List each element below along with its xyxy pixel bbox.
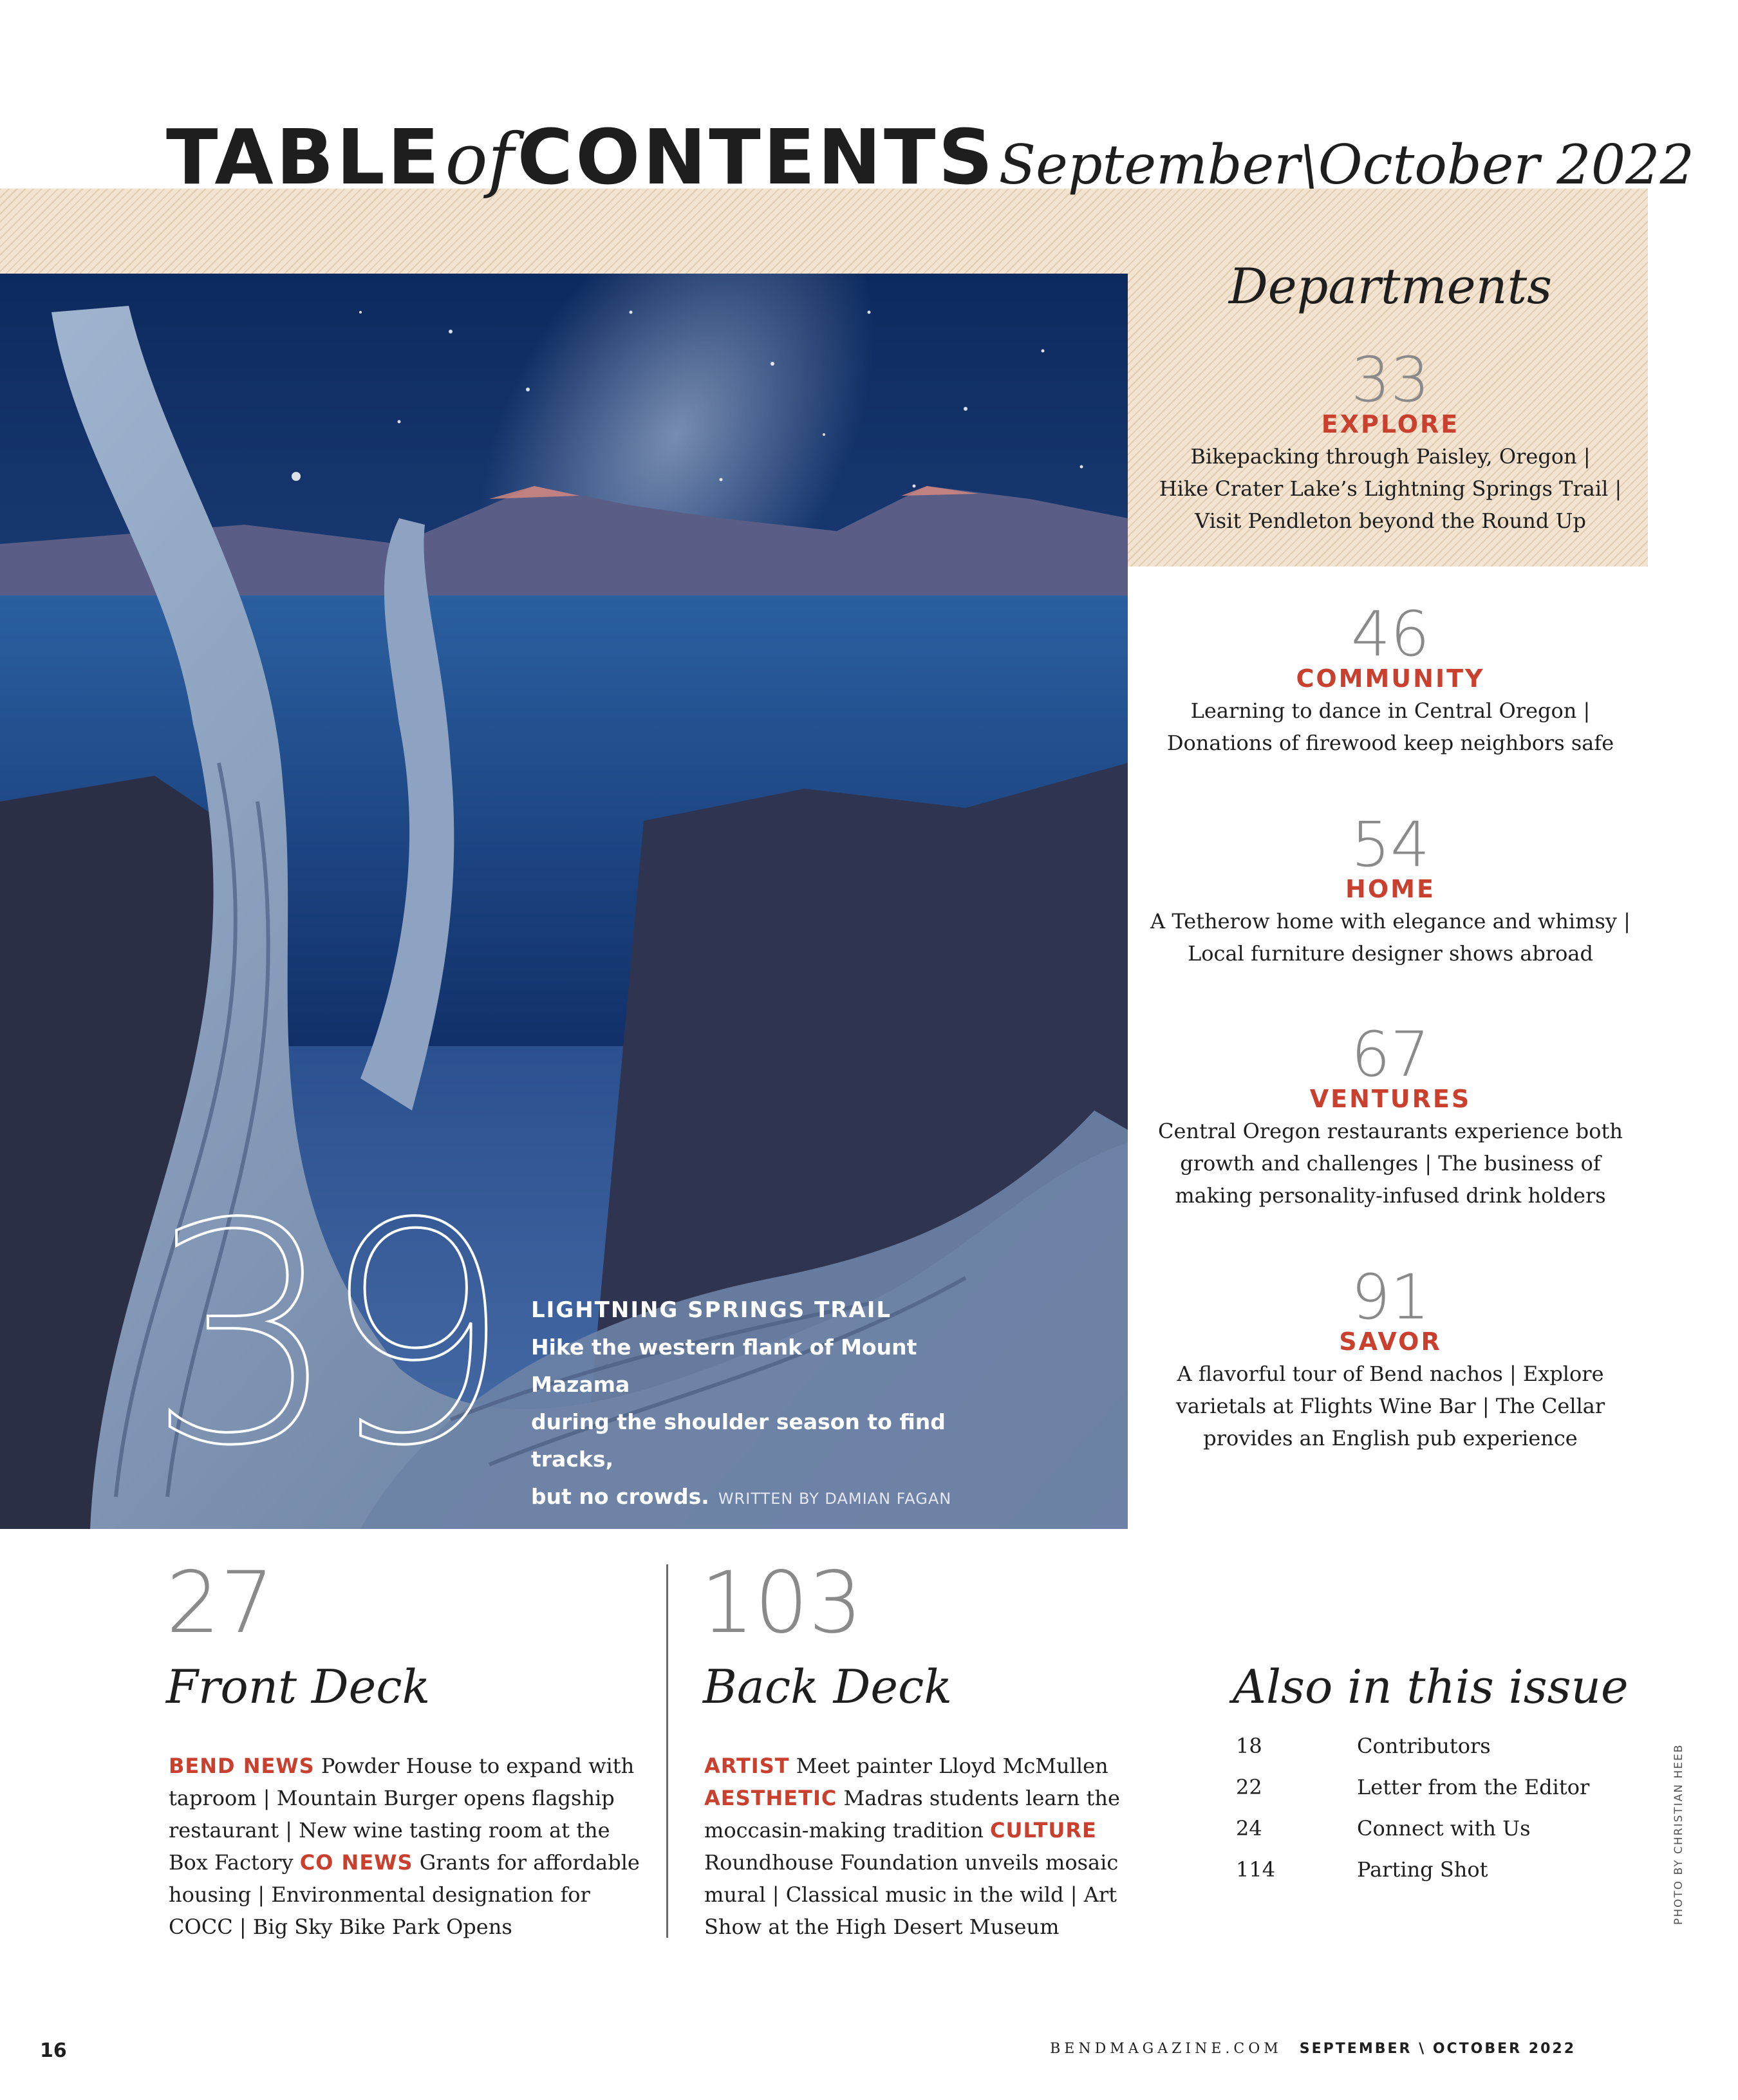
dept-name: VENTURES <box>1309 1085 1472 1113</box>
dept-desc-line: Local furniture designer shows abroad <box>1188 941 1593 966</box>
feature-page-number: 39 <box>147 1159 494 1512</box>
feature-line-text: but no crowds. <box>531 1484 709 1509</box>
feature-title: LIGHTNING SPRINGS TRAIL <box>531 1297 892 1323</box>
feature-line: Hike the western flank of Mount Mazama <box>531 1335 917 1397</box>
also-label: Connect with Us <box>1357 1816 1531 1841</box>
also-item[interactable] <box>1236 1767 1635 1808</box>
dept-explore[interactable] <box>1133 344 1648 537</box>
feature-story[interactable] <box>531 1291 1020 1517</box>
dept-desc-line: Learning to dance in Central Oregon | <box>1190 698 1591 723</box>
line-text: Powder House to expand with <box>314 1754 635 1778</box>
dept-name: EXPLORE <box>1321 410 1460 438</box>
dept-desc-line: Bikepacking through Paisley, Oregon | <box>1190 444 1591 469</box>
dept-desc-line: Visit Pendleton beyond the Round Up <box>1195 509 1586 533</box>
front-deck-body <box>169 1750 645 1943</box>
back-deck-page-number: 103 <box>700 1553 863 1653</box>
front-deck-line: restaurant | New wine tasting room at the <box>169 1818 610 1842</box>
also-page-number: 22 <box>1236 1775 1262 1799</box>
dept-desc-line: growth and challenges | The business of <box>1180 1151 1601 1176</box>
dept-savor[interactable] <box>1133 1261 1648 1454</box>
dept-desc-line: A Tetherow home with elegance and whimsy | <box>1150 909 1631 933</box>
line-text: Grants for affordable <box>413 1850 640 1875</box>
title-of: of <box>445 118 514 200</box>
also-page-number: 114 <box>1236 1857 1276 1882</box>
dept-page-number: 33 <box>1350 344 1430 416</box>
line-text: Meet painter Lloyd McMullen <box>789 1754 1108 1778</box>
page-folio: 16 <box>40 2039 67 2062</box>
line-text: Box Factory <box>169 1850 300 1875</box>
section-keyword[interactable]: CULTURE <box>990 1818 1097 1842</box>
title-contents: CONTENTS <box>517 113 996 202</box>
line-text: moccasin-making tradition <box>704 1818 991 1842</box>
back-deck-heading[interactable]: Back Deck <box>703 1660 952 1714</box>
dept-desc-line: varietals at Flights Wine Bar | The Cellar <box>1175 1394 1605 1418</box>
front-deck-line: housing | Environmental designation for <box>169 1882 590 1907</box>
back-deck-line <box>704 1814 1168 1846</box>
title-table: TABLE <box>166 113 442 202</box>
dept-page-number: 91 <box>1350 1261 1430 1333</box>
dept-page-number: 67 <box>1350 1018 1430 1091</box>
also-label: Parting Shot <box>1357 1857 1488 1882</box>
dept-desc-line: Donations of firewood keep neighbors safe <box>1166 731 1614 755</box>
title-issue-date: September\October 2022 <box>998 133 1695 196</box>
footer-issue: SEPTEMBER \ OCTOBER 2022 <box>1299 2041 1576 2057</box>
back-deck-line: Roundhouse Foundation unveils mosaic <box>704 1850 1119 1875</box>
front-deck-heading[interactable]: Front Deck <box>166 1660 431 1714</box>
also-item[interactable] <box>1236 1725 1635 1767</box>
section-keyword[interactable]: BEND NEWS <box>169 1754 315 1778</box>
dept-page-number: 54 <box>1350 809 1430 881</box>
back-deck-line: Show at the High Desert Museum <box>704 1915 1060 1939</box>
column-divider <box>666 1564 668 1938</box>
front-deck-line: taproom | Mountain Burger opens flagship <box>169 1786 615 1810</box>
feature-line: during the shoulder season to find tracks, <box>531 1409 946 1472</box>
dept-desc-line: Hike Crater Lake’s Lightning Springs Trail | <box>1159 476 1622 501</box>
dept-community[interactable] <box>1133 598 1648 759</box>
page-title <box>166 113 1695 222</box>
line-text: Madras students learn the <box>837 1786 1120 1810</box>
also-item[interactable] <box>1236 1849 1635 1890</box>
front-deck-line <box>169 1846 645 1879</box>
feature-line <box>531 1478 1020 1517</box>
back-deck-body <box>704 1750 1168 1943</box>
front-deck-line <box>169 1750 645 1782</box>
back-deck-line <box>704 1782 1168 1814</box>
back-deck-line: mural | Classical music in the wild | Art <box>704 1882 1117 1907</box>
dept-desc-line: making personality-infused drink holders <box>1175 1183 1606 1208</box>
dept-ventures[interactable] <box>1133 1018 1648 1212</box>
front-deck-page-number: 27 <box>166 1553 274 1653</box>
footer-site[interactable]: BENDMAGAZINE.COM <box>1050 2041 1282 2057</box>
dept-page-number: 46 <box>1350 598 1430 670</box>
section-keyword[interactable]: CO NEWS <box>299 1850 413 1875</box>
also-label: Contributors <box>1357 1734 1491 1758</box>
dept-name: COMMUNITY <box>1296 664 1485 693</box>
feature-author-credit: WRITTEN BY DAMIAN FAGAN <box>718 1490 952 1508</box>
dept-home[interactable] <box>1133 809 1648 970</box>
also-item[interactable] <box>1236 1808 1635 1849</box>
also-heading: Also in this issue <box>1233 1660 1629 1714</box>
page-footer <box>1050 2041 1576 2057</box>
back-deck-line <box>704 1750 1168 1782</box>
dept-desc-line: A flavorful tour of Bend nachos | Explore <box>1177 1362 1604 1386</box>
dept-name: HOME <box>1345 875 1435 903</box>
also-page-number: 18 <box>1236 1734 1262 1758</box>
dept-desc-line: Central Oregon restaurants experience both <box>1157 1119 1623 1143</box>
also-page-number: 24 <box>1236 1816 1262 1841</box>
section-keyword[interactable]: ARTIST <box>704 1754 790 1778</box>
dept-desc-line: provides an English pub experience <box>1203 1426 1578 1450</box>
section-keyword[interactable]: AESTHETIC <box>704 1786 837 1810</box>
departments-heading: Departments <box>1228 258 1553 315</box>
also-label: Letter from the Editor <box>1357 1775 1590 1799</box>
dept-name: SAVOR <box>1339 1327 1442 1356</box>
front-deck-line: COCC | Big Sky Bike Park Opens <box>169 1915 512 1939</box>
photo-credit: PHOTO BY CHRISTIAN HEEB <box>1672 1743 1685 1925</box>
